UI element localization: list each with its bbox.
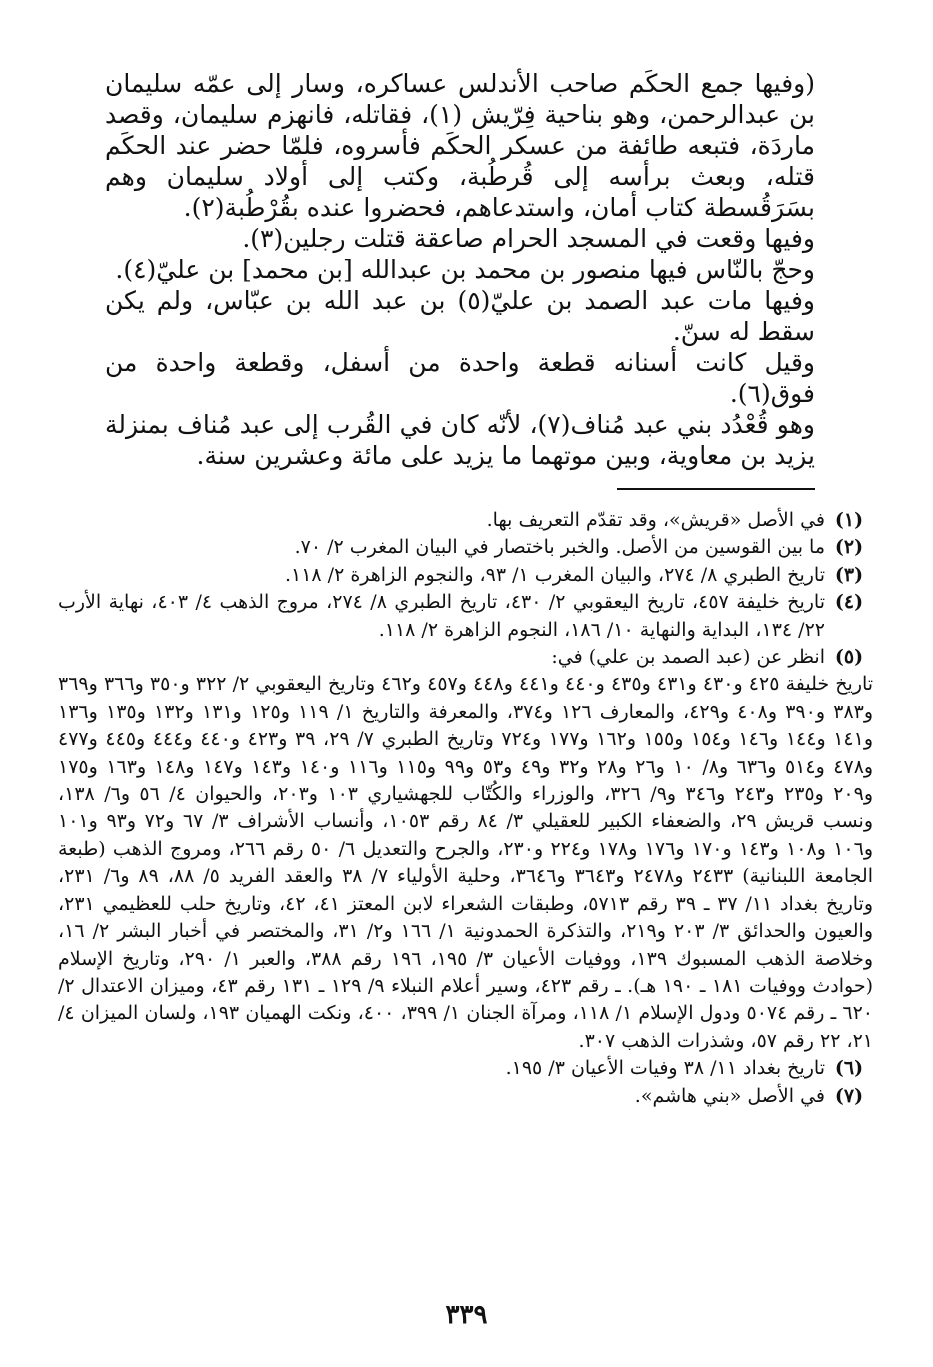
footnote-text: ما بين القوسين من الأصل. والخبر باختصار في البيان المغرب ٢/ ٧٠. <box>294 536 825 559</box>
paragraph-lineage: وهو قُعْدُد بني عبد مُناف(٧)، لأنّه كان في القُرب إلى عبد مُناف بمنزلة يزيد بن معاوية، وبين موتهما ما يزيد على مائة وعشرين سنة. <box>105 410 815 470</box>
footnote-number: (٢) <box>834 536 864 559</box>
footnote-number: (٥) <box>834 646 864 669</box>
footnote-text: في الأصل «بني هاشم». <box>634 1084 825 1107</box>
footnote-number: (٦) <box>834 1057 864 1080</box>
footnote-text: في الأصل «قريش»، وقد تقدّم التعريف بها. <box>486 509 825 531</box>
footnote-number: (٣) <box>834 563 864 586</box>
footnote-3 <box>58 562 873 589</box>
footnote-number: (١) <box>834 509 864 531</box>
footnote-number: (٤) <box>834 591 864 614</box>
footnote-divider <box>617 488 815 490</box>
main-text <box>105 68 815 471</box>
paragraph-teeth: وقيل كانت أسنانه قطعة واحدة من أسفل، وقطعة واحدة من فوق(٦). <box>105 348 815 408</box>
paragraph-death-abdussamad: وفيها مات عبد الصمد بن عليّ(٥) بن عبد الله بن عبّاس، ولم يكن سقط له سنّ. <box>105 286 815 346</box>
footnote-5-sources: تاريخ خليفة ٤٢٥ و٤٣٠ و٤٣١ و٤٣٥ و٤٤٠ و٤٤١ و٤٤٨ و٤٥٧ و٤٦٢ وتاريخ اليعقوبي ٢/ ٣٢٢ و٣٥٠ و٣٦٦ و٣٦٩ و٣٨٣ و٣٩٠ و٤٠٨ و٤٢٩، والمعارف ١٢٦ و٣٧٤، والمعرفة والتاريخ ١/ ١١٩ و١٢٥ و١٣١ و١٣٢ و١٣٥ و١٣٦ و١٤١ و١٤٤ و١٤٦ و١٥٤ و١٥٥ و١٦٢ و١٧٧ و٧٢٤ وتاريخ الطبري ٧/ ٢٩، ٣٩ و٤٢٣ و٤٤٠ و٤٤٤ و٤٤٥ و٤٧٧ و٤٧٨ و٥١٤ و٦٣٦ و٨/ ١٠ و٢٦ و٢٨ و٣٢ و٤٩ و٥٣ و٩٩ و١١٥ و١١٦ و١٤٠ و١٤٣ و١٤٧ و١٤٨ و١٦٣ و١٧٥ و٢٠٩ و٢٣٥ و٢٤٣ و٣٤٦ و٩/ ٣٢٦، والوزراء والكُتّاب للجهشياري ١٠٣ و٢٠٣، والحيوان ٤/ ٥٦ و٦/ ١٣٨، ونسب قريش ٢٩، والضعفاء الكبير للعقيلي ٣/ ٨٤ رقم ١٠٥٣، وأنساب الأشراف ٣/ ٦٧ و٧٢ و٩٣ و١٠١ و١٠٦ و١٠٨ و١٤٣ و١٧٠ و١٧٦ و١٧٨ و٢٢٤ و٢٣٠، والجرح والتعديل ٦/ ٥٠ رقم ٢٦٦، ومروج الذهب (طبعة الجامعة اللبنانية) ٢٤٣٣ و٢٤٧٨ و٣٦٤٣ و٣٦٤٦، وحلية الأولياء ٧/ ٣٨ والعقد الفريد ٥/ ٨٨، ٨٩ و٦/ ٢٣١، وتاريخ بغداد ١١/ ٣٧ ـ ٣٩ رقم ٥٧١٣، وطبقات الشعراء لابن المعتز ٤١، ٤٢، وتاريخ حلب للعظيمي ٢٣١، والعيون والحدائق ٣/ ٢٠٣ و٢١٩، والتذكرة الحمدونية ١/ ١٦٦ و٢/ ٣١، والمختصر في أخبار البشر ٢/ ١٦، وخلاصة الذهب المسبوك ١٣٩، ووفيات الأعيان ٣/ ١٩٥، ١٩٦ رقم ٣٨٨، والعبر ١/ ٢٩٠، وتاريخ الإسلام (حوادث ووفيات ١٨١ ـ ١٩٠ هـ). ـ رقم ٤٢٣، وسير أعلام النبلاء ٩/ ١٢٩ ـ ١٣١ رقم ٤٣، وميزان الاعتدال ٢/ ٦٢٠ ـ رقم ٥٠٧٤ ودول الإسلام ١/ ١١٨، ومرآة الجنان ١/ ٣٩٩، ٤٠٠، ونكت الهميان ١٩٣، ولسان الميزان ٤/ ٢١، ٢٢ رقم ٥٧، وشذرات الذهب ٣٠٧. <box>58 673 874 1052</box>
footnote-1 <box>58 507 873 534</box>
footnote-text: تاريخ الطبري ٨/ ٢٧٤، والبيان المغرب ١/ ٩٣، والنجوم الزاهرة ٢/ ١١٨. <box>284 563 825 586</box>
footnote-text: تاريخ بغداد ١١/ ٣٨ وفيات الأعيان ٣/ ١٩٥. <box>505 1057 825 1080</box>
footnotes <box>58 507 873 1110</box>
footnote-text: تاريخ خليفة ٤٥٧، تاريخ اليعقوبي ٢/ ٤٣٠، تاريخ الطبري ٨/ ٢٧٤، مروج الذهب ٤/ ٤٠٣، نهاية الأرب ٢٢/ ١٣٤، البداية والنهاية ١٠/ ١٨٦، النجوم الزاهرة ٢/ ١١٨. <box>58 591 825 641</box>
footnote-5 <box>58 644 873 671</box>
paragraph-hajj: وحجّ بالنّاس فيها منصور بن محمد بن عبدالله [بن محمد] بن عليّ(٤). <box>115 255 815 284</box>
footnote-4 <box>58 589 873 644</box>
footnote-7 <box>58 1083 873 1110</box>
paragraph-thunderbolt: وفيها وقعت في المسجد الحرام صاعقة قتلت رجلين(٣). <box>242 224 815 253</box>
footnote-number: (٧) <box>834 1084 864 1107</box>
footnote-text: انظر عن (عبد الصمد بن علي) في: <box>551 646 825 669</box>
footnote-2 <box>58 534 873 561</box>
paragraph-hakam: (وفيها جمع الحكَم صاحب الأندلس عساكره، وسار إلى عمّه سليمان بن عبدالرحمن، وهو بناحية فِرّيش (١)، فقاتله، فانهزم سليمان، وقصد ماردَة، فتبعه طائفة من عسكر الحكَم فأسروه، فلمّا حضر عند الحكَم قتله، وبعث برأسه إلى قُرطُبة، وكتب إلى أولاد سليمان وهم بسَرَقُسطة كتاب أمان، واستدعاهم، فحضروا عنده بقُرْطُبة(٢). <box>105 69 815 222</box>
footnote-6 <box>58 1055 873 1082</box>
page-number: ٣٣٩ <box>445 1300 488 1330</box>
